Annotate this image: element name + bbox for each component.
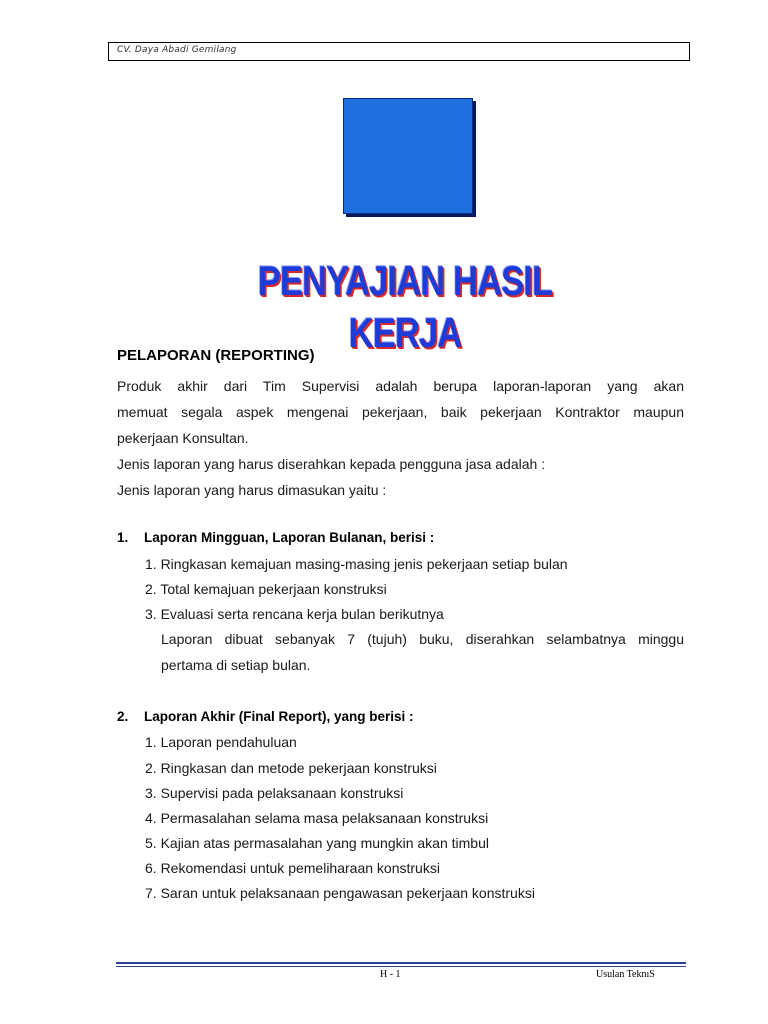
intro-line-3: pekerjaan Konsultan.: [117, 430, 249, 446]
list1-note: [161, 626, 684, 678]
list1-note-line-2: pertama di setiap bulan.: [161, 657, 311, 673]
company-name: CV. Daya Abadi Gemilang: [117, 45, 237, 55]
report-submit-line: Jenis laporan yang harus dimasukan yaitu :: [117, 482, 387, 498]
list2-item: 7. Saran untuk pelaksanaan pengawasan pekerjaan konstruksi: [145, 885, 535, 901]
decorative-blue-square: [343, 98, 473, 214]
intro-line-1: Produk akhir dari Tim Supervisi adalah berupa laporan-laporan yang akan: [117, 378, 684, 394]
list1-number: 1.: [117, 530, 129, 545]
footer-document-label: Usulan TeknıS: [596, 969, 655, 980]
list2-heading-text: Laporan Akhir (Final Report), yang berisi :: [144, 709, 414, 724]
page-number: H - 1: [380, 969, 401, 980]
list2-number: 2.: [117, 709, 129, 724]
list2-item: 1. Laporan pendahuluan: [145, 734, 297, 750]
list2-item: 2. Ringkasan dan metode pekerjaan konstruksi: [145, 760, 437, 776]
report-types-line: Jenis laporan yang harus diserahkan kepada pengguna jasa adalah :: [117, 456, 546, 472]
list2-item: 3. Supervisi pada pelaksanaan konstruksi: [145, 785, 404, 801]
list2-heading: [117, 709, 414, 724]
intro-line-2: memuat segala aspek mengenai pekerjaan, baik pekerjaan Kontraktor maupun: [117, 404, 684, 420]
list1-heading-text: Laporan Mingguan, Laporan Bulanan, berisi :: [144, 530, 435, 545]
section-title: PELAPORAN (REPORTING): [117, 347, 315, 364]
footer-rule-thin: [116, 966, 686, 967]
list2-item: 4. Permasalahan selama masa pelaksanaan konstruksi: [145, 810, 489, 826]
chapter-wordart-title: PENYAJIAN HASIL KERJA: [257, 257, 553, 356]
list1-item: 2. Total kemajuan pekerjaan konstruksi: [145, 581, 387, 597]
footer-rule-thick: [116, 962, 686, 964]
list1-item: 1. Ringkasan kemajuan masing-masing jenis pekerjaan setiap bulan: [145, 556, 568, 572]
list1-note-line-1: Laporan dibuat sebanyak 7 (tujuh) buku, diserahkan selambatnya minggu: [161, 631, 684, 647]
list2-item: 5. Kajian atas permasalahan yang mungkin akan timbul: [145, 835, 489, 851]
page-header: [108, 42, 690, 61]
list1-heading: [117, 530, 434, 545]
list2-item: 6. Rekomendasi untuk pemeliharaan konstruksi: [145, 860, 440, 876]
list1-item: 3. Evaluasi serta rencana kerja bulan berikutnya: [145, 606, 444, 622]
